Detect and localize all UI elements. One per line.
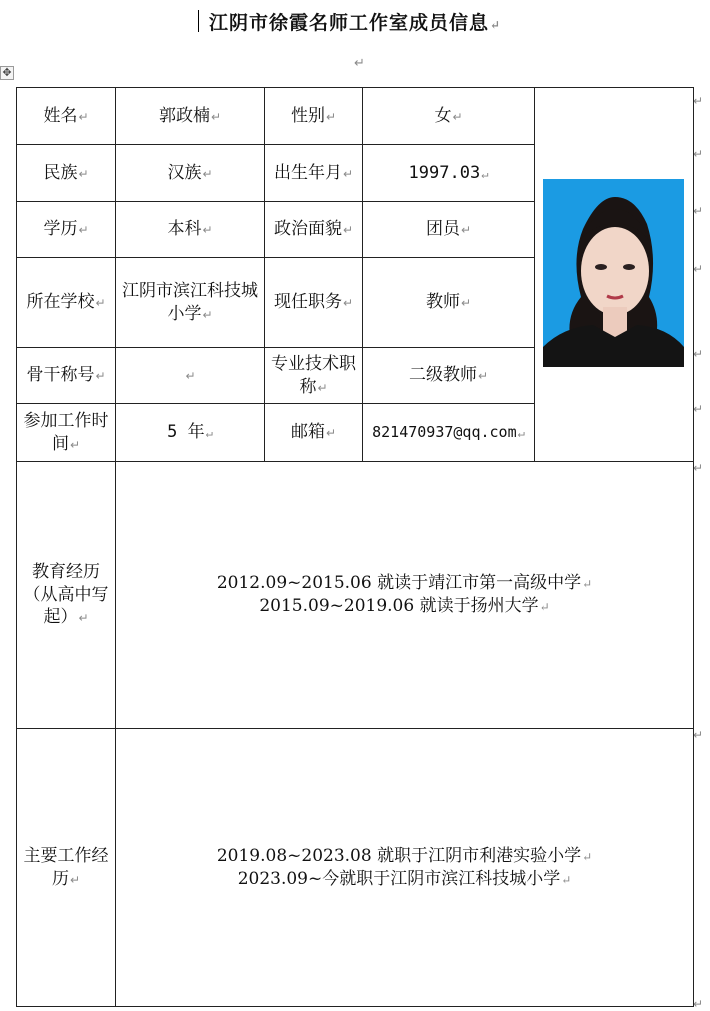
work-time-value-cell[interactable]: 5 年↵ <box>116 404 265 462</box>
table-move-handle-icon[interactable]: ✥ <box>0 66 14 80</box>
document-title: 江阴市徐霞名师工作室成员信息↵ <box>208 12 502 34</box>
position-label-cell[interactable]: 现任职务↵ <box>265 258 363 348</box>
birth-value-cell[interactable]: 1997.03↵ <box>363 145 535 202</box>
email-value-cell[interactable]: 821470937@qq.com↵ <box>363 404 535 462</box>
photo-cell[interactable] <box>535 88 694 462</box>
school-label-cell[interactable]: 所在学校↵ <box>17 258 116 348</box>
gender-value-cell[interactable]: 女↵ <box>363 88 535 145</box>
title-label-cell[interactable]: 专业技术职称↵ <box>265 348 363 404</box>
gender-label-cell[interactable]: 性别↵ <box>265 88 363 145</box>
row-end-mark: ↵ <box>693 262 704 276</box>
edu-history-cell[interactable] <box>116 462 694 729</box>
edu-history-line: 2012.09~2015.06 就读于靖江市第一高级中学↵ <box>216 573 593 594</box>
backbone-label-cell[interactable]: 骨干称号↵ <box>17 348 116 404</box>
ethnicity-label-cell[interactable]: 民族↵ <box>17 145 116 202</box>
row-end-mark: ↵ <box>693 461 704 475</box>
backbone-value-cell[interactable]: ↵ <box>116 348 265 404</box>
work-time-label-cell[interactable]: 参加工作时间↵ <box>17 404 116 462</box>
row-end-mark: ↵ <box>693 204 704 218</box>
email-label-cell[interactable]: 邮箱↵ <box>265 404 363 462</box>
name-label-cell[interactable]: 姓名↵ <box>17 88 116 145</box>
name-value-cell[interactable]: 郭政楠↵ <box>116 88 265 145</box>
edu-history-line: 2015.09~2019.06 就读于扬州大学↵ <box>259 596 550 616</box>
ethnicity-value-cell[interactable]: 汉族↵ <box>116 145 265 202</box>
edu-history-label-cell[interactable]: 教育经历（从高中写起）↵ <box>17 462 116 729</box>
empty-paragraph-mark: ↵ <box>354 56 365 71</box>
row-end-marks <box>693 0 710 1010</box>
political-value-cell[interactable]: 团员↵ <box>363 202 535 258</box>
row-end-mark: ↵ <box>693 402 704 416</box>
birth-label-cell[interactable]: 出生年月↵ <box>265 145 363 202</box>
member-info-table <box>16 87 694 1007</box>
work-history-line: 2019.08~2023.08 就职于江阴市利港实验小学↵ <box>216 845 593 866</box>
portrait-icon <box>543 179 684 367</box>
education-value-cell[interactable]: 本科↵ <box>116 202 265 258</box>
school-value-cell[interactable]: 江阴市滨江科技城小学↵ <box>116 258 265 348</box>
row-end-mark: ↵ <box>693 347 704 361</box>
education-label-cell[interactable]: 学历↵ <box>17 202 116 258</box>
text-cursor <box>198 10 199 32</box>
work-history-label-cell[interactable]: 主要工作经历↵ <box>17 729 116 1007</box>
work-history-line: 2023.09~今就职于江阴市滨江科技城小学↵ <box>237 868 572 889</box>
title-value-cell[interactable]: 二级教师↵ <box>363 348 535 404</box>
portrait-photo <box>543 179 684 367</box>
row-end-mark: ↵ <box>693 997 704 1011</box>
work-history-cell[interactable] <box>116 729 694 1007</box>
position-value-cell[interactable]: 教师↵ <box>363 258 535 348</box>
row-end-mark: ↵ <box>693 728 704 742</box>
row-end-mark: ↵ <box>693 147 704 161</box>
political-label-cell[interactable]: 政治面貌↵ <box>265 202 363 258</box>
row-end-mark: ↵ <box>693 94 704 108</box>
